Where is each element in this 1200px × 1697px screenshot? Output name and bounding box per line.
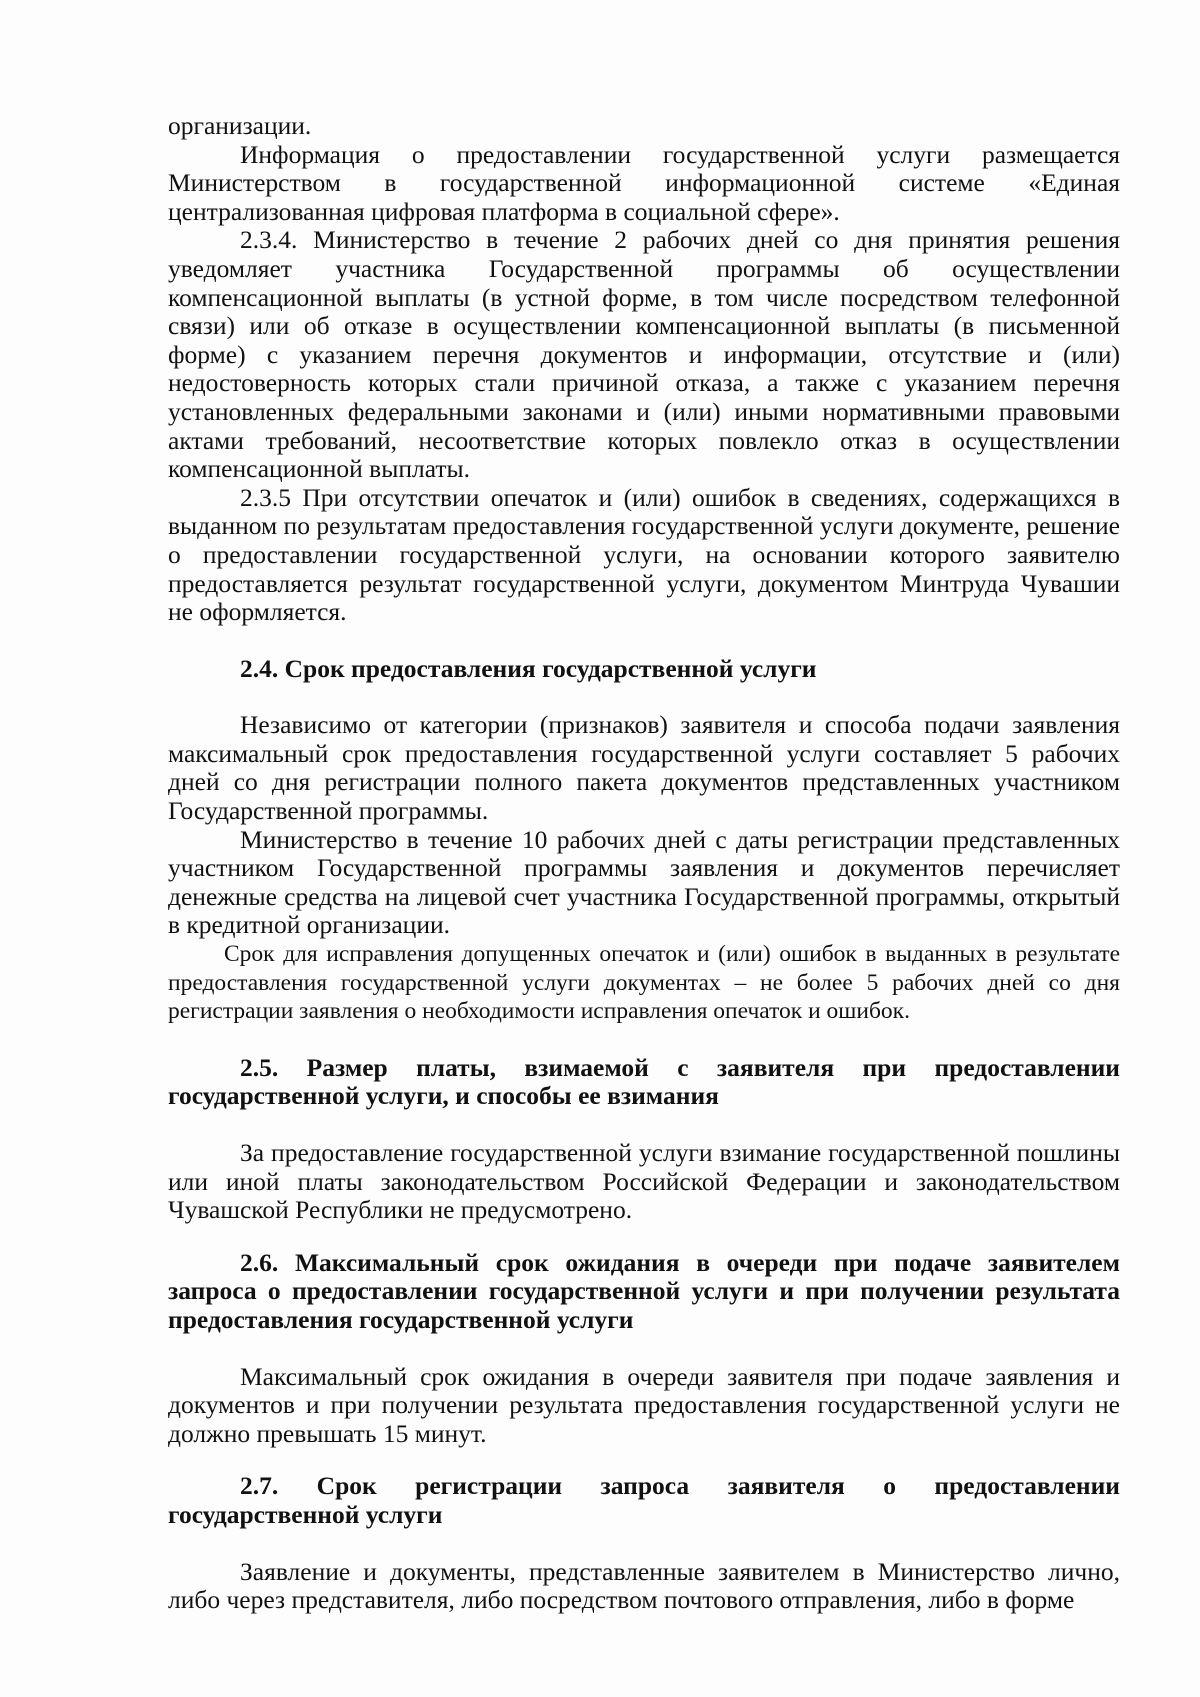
- heading-2-6: 2.6. Максимальный срок ожидания в очереди при подаче заявителем запроса о предоставлении государственной услуги и при получении результата предоставления государственной услуги: [168, 1247, 1120, 1334]
- paragraph-queue-time: Максимальный срок ожидания в очереди заявителя при подаче заявления и документов и при получении результата предоставления государственной услуги не должно превышать 15 минут.: [168, 1361, 1120, 1448]
- heading-2-4: 2.4. Срок предоставления государственной услуги: [240, 653, 817, 683]
- paragraph-organization-end: организации.: [168, 111, 312, 140]
- paragraph-registration: Заявление и документы, представленные заявителем в Министерство лично, либо через представителя, либо посредством почтового отправления, либо в форме: [168, 1556, 1120, 1615]
- paragraph-2-3-4: 2.3.4. Министерство в течение 2 рабочих дней со дня принятия решения уведомляет участника Государственной программы об осуществлении компенсационной выплаты (в устной форме, в том числе посредством телефонной связи) или об отказе в осуществлении компенсационной выплаты (в письменной форме) с указанием перечня документов и информации, отсутствие и (или) недостоверность которых стали причиной отказа, а также с указанием перечня установленных федеральными законами и (или) иными нормативными правовыми актами требований, несоответствие которых повлекло отказ в осуществлении компенсационной выплаты.: [168, 225, 1120, 484]
- paragraph-max-term: Независимо от категории (признаков) заявителя и способа подачи заявления максимальный срок предоставления государственной услуги составляет 5 рабочих дней со дня регистрации полного пакета документов представленных участником Государственной программы.: [168, 710, 1120, 826]
- paragraph-no-fee: За предоставление государственной услуги взимание государственной пошлины или иной платы законодательством Российской Федерации и законодательством Чувашской Республики не предусмотрено.: [168, 1138, 1120, 1225]
- heading-2-5: 2.5. Размер платы, взимаемой с заявителя при предоставлении государственной услуги, и способы ее взимания: [168, 1052, 1120, 1111]
- paragraph-correction-term: Срок для исправления допущенных опечаток и (или) ошибок в выданных в результате предоставления государственной услуги документах – не более 5 рабочих дней со дня регистрации заявления о необходимости исправления опечаток и ошибок.: [168, 941, 1120, 1025]
- paragraph-2-3-5: 2.3.5 При отсутствии опечаток и (или) ошибок в сведениях, содержащихся в выданном по результатам предоставления государственной услуги документе, решение о предоставлении государственной услуги, на основании которого заявителю предоставляется результат государственной услуги, документом Минтруда Чувашии не оформляется.: [168, 482, 1120, 627]
- paragraph-transfer-funds: Министерство в течение 10 рабочих дней с даты регистрации представленных участником Государственной программы заявления и документов перечисляет денежные средства на лицевой счет участника Государственной программы, открытый в кредитной организации.: [168, 824, 1120, 940]
- paragraph-info-platform: Информация о предоставлении государственной услуги размещается Министерством в государственной информационной системе «Единая централизованная цифровая платформа в социальной сфере».: [168, 139, 1120, 226]
- document-body: [168, 112, 1120, 1615]
- heading-2-7: 2.7. Срок регистрации запроса заявителя о предоставлении государственной услуги: [168, 1471, 1120, 1529]
